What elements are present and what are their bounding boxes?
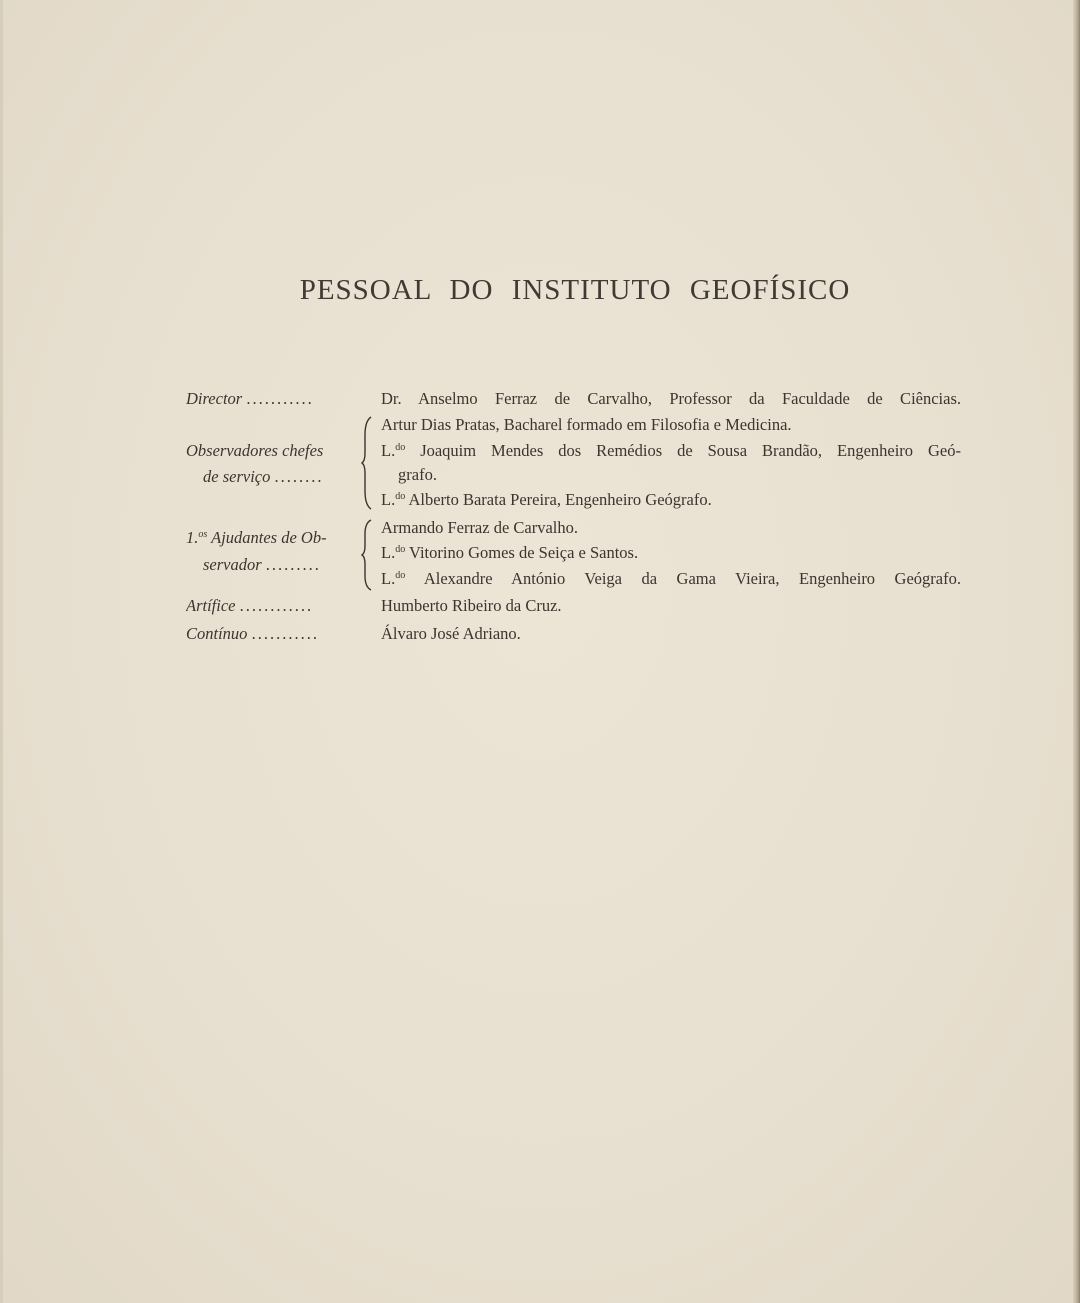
licenciado-superscript: do (395, 570, 406, 581)
licenciado-superscript: do (395, 491, 406, 502)
role-text: Ajudantes de Ob- (211, 528, 327, 547)
staff-name: Humberto Ribeiro da Cruz. (381, 596, 562, 615)
staff-name-text: Alberto Barata Pereira, Engenheiro Geógrafo. (408, 490, 712, 509)
licenciado-abbrev: L. (381, 543, 396, 562)
left-brace-icon (361, 518, 375, 592)
licenciado-abbrev: L. (381, 490, 396, 509)
licenciado-abbrev: L. (381, 441, 396, 460)
page-left-edge (0, 0, 3, 1303)
staff-name-text: Joaquim Mendes dos Remédios de Sousa Brandão, Engenheiro Geó- (420, 441, 962, 460)
role-label-continued (203, 553, 358, 577)
role-label (186, 622, 358, 646)
role-label (186, 594, 358, 618)
role-text: Contínuo (186, 624, 248, 643)
licenciado-superscript: do (395, 544, 406, 555)
leader-dots: ............ (239, 596, 314, 615)
staff-name (381, 541, 961, 565)
role-superscript: os (198, 529, 208, 540)
role-label (186, 387, 358, 411)
leader-dots: ........... (251, 624, 319, 643)
role-label-continued (203, 465, 358, 489)
staff-name-text: Alexandre António Veiga da Gama Vieira, Engenheiro Geógrafo. (423, 569, 961, 588)
licenciado-abbrev: L. (381, 569, 396, 588)
staff-name (381, 567, 961, 591)
role-label (186, 526, 358, 550)
staff-name: Artur Dias Pratas, Bacharel formado em Filosofia e Medicina. (381, 415, 792, 434)
staff-name (381, 488, 961, 512)
leader-dots: ........... (246, 389, 314, 408)
role-text: Artífice (186, 596, 236, 615)
role-label (186, 439, 358, 463)
staff-name: Armando Ferraz de Carvalho. (381, 518, 579, 537)
staff-name-continued: grafo. (398, 465, 437, 484)
role-text: servador (203, 555, 262, 574)
licenciado-superscript: do (395, 442, 406, 453)
role-text: de serviço (203, 467, 271, 486)
page-title: PESSOAL DO INSTITUTO GEOFÍSICO (299, 274, 851, 306)
staff-name-text: Vitorino Gomes de Seiça e Santos. (409, 543, 639, 562)
role-number: 1. (186, 528, 199, 547)
staff-name (381, 439, 961, 463)
leader-dots: ........ (274, 467, 324, 486)
role-text: Director (186, 389, 243, 408)
staff-name: Dr. Anselmo Ferraz de Carvalho, Professor da Faculdade de Ciências. (381, 389, 961, 408)
leader-dots: ......... (265, 555, 321, 574)
role-text: Observadores chefes (186, 441, 324, 460)
page-right-edge (1073, 0, 1080, 1303)
left-brace-icon (361, 415, 375, 511)
staff-name: Álvaro José Adriano. (381, 624, 521, 643)
